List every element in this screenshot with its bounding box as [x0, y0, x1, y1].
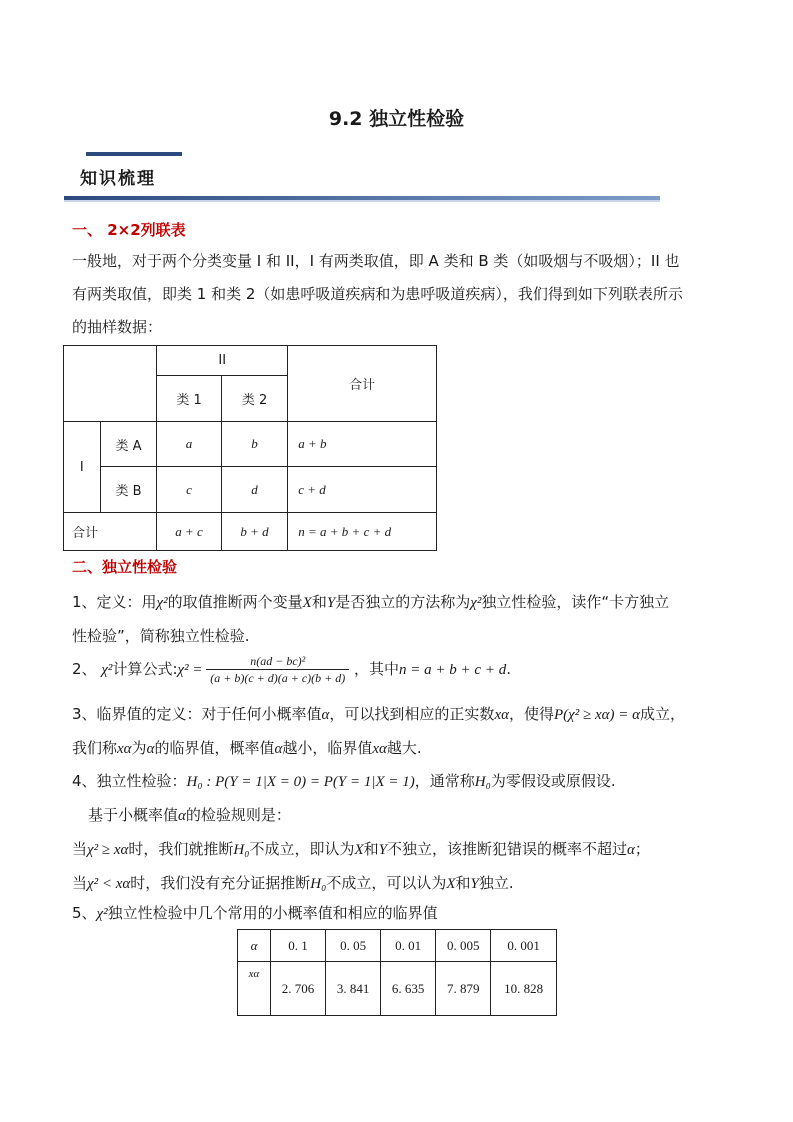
- cv-value: 7. 879: [436, 962, 491, 1016]
- header-bar-top: [86, 152, 182, 156]
- intro-line3: 的抽样数据：: [72, 318, 163, 336]
- ct-class2-header: 类 2: [221, 376, 287, 422]
- ct-total-c1: a + c: [157, 513, 222, 551]
- ct-rowA-c2: b: [221, 422, 287, 467]
- cv-alpha: 0. 1: [271, 930, 326, 962]
- cv-alpha: 0. 01: [381, 930, 436, 962]
- rule-reject: 当χ² ≥ xα时，我们就推断H₀不成立，即认为X和Y不独立，该推断犯错误的概率不超过α；: [72, 840, 650, 858]
- cv-x-label: xα: [238, 962, 271, 1016]
- ct-rowA-label: 类 A: [100, 422, 157, 467]
- rule-accept: 当χ² < xα时，我们没有充分证据推断H₀不成立，可以认为X和Y独立.: [72, 874, 514, 892]
- cv-alpha: 0. 005: [436, 930, 491, 962]
- ct-corner: [64, 346, 157, 422]
- ct-rowA-c1: a: [157, 422, 222, 467]
- cv-value: 6. 635: [381, 962, 436, 1016]
- formula-numerator: n(ad − bc)²: [206, 653, 349, 670]
- cv-value: 3. 841: [326, 962, 381, 1016]
- test-item: 4、独立性检验：H₀ : P(Y = 1|X = 0) = P(Y = 1|X = 1)，通常称H₀为零假设或原假设. 基于小概率值α的检验规则是： 当χ² ≥ xα时，我们就推断H₀不成立，即认为X和Y不独立，该推断犯错误的概率不超过α； 当χ² < xα时，我们没有充分证据推断H₀不成立，可以认为X和Y独立.: [72, 765, 732, 901]
- intro-line1: 一般地，对于两个分类变量 I 和 II，I 有两类取值，即 A 类和 B 类（如吸烟与不吸烟）；II 也: [72, 252, 680, 270]
- ct-rowA-total: a + b: [288, 422, 437, 467]
- knowledge-header: 知识梳理: [80, 169, 156, 189]
- page-title: 9.2 独立性检验: [328, 108, 465, 130]
- cv-value: 10. 828: [491, 962, 557, 1016]
- ct-rowB-label: 类 B: [100, 467, 157, 513]
- n-definition: n = a + b + c + d: [399, 662, 507, 678]
- ct-rowB-c1: c: [157, 467, 222, 513]
- definition-item: 1、定义：用χ²的取值推断两个变量X和Y是否独立的方法称为χ²独立性检验，读作“卡方独立 性检验”，简称独立性检验.: [72, 593, 670, 645]
- cv-alpha-label: α: [238, 930, 271, 962]
- critical-value-item: 3、临界值的定义：对于任何小概率值α，可以找到相应的正实数xα，使得P(χ² ≥ xα) = α成立， 我们称xα为α的临界值，概率值α越小，临界值xα越大.: [72, 705, 686, 757]
- critical-value-table: [237, 929, 557, 1016]
- contingency-table: [63, 345, 437, 551]
- formula-item: 2、 χ²计算公式:χ² = $\frac{\text{n(ad − bc)²}}{(a + b)(c + d)(a + c)(b + d)}$ ，其中n = a + b + c + d.: [72, 654, 511, 685]
- ct-var1-header: I: [64, 422, 101, 513]
- header-bar-shadow: [64, 200, 660, 202]
- table-caption: 5、χ²独立性检验中几个常用的小概率值和相应的临界值: [72, 904, 438, 922]
- ct-var2-header: II: [157, 346, 288, 376]
- cv-alpha: 0. 001: [491, 930, 557, 962]
- null-hypothesis: H₀ : P(Y = 1|X = 0) = P(Y = 1|X = 1): [186, 774, 415, 790]
- chi2-formula-fraction: [206, 653, 349, 686]
- ct-rowB-c2: d: [221, 467, 287, 513]
- section2-heading: 二、独立性检验: [72, 558, 178, 576]
- ct-class1-header: 类 1: [157, 376, 222, 422]
- ct-total-row-label: 合计: [64, 513, 157, 551]
- cv-alpha: 0. 05: [326, 930, 381, 962]
- section1-heading: 一、 2×2列联表: [72, 221, 186, 239]
- intro-line2: 有两类取值，即类 1 和类 2（如患呼吸道疾病和为患呼吸道疾病），我们得到如下列联表所示: [72, 285, 683, 303]
- ct-rowB-total: c + d: [288, 467, 437, 513]
- ct-total-c2: b + d: [221, 513, 287, 551]
- ct-total-header: 合计: [288, 346, 437, 422]
- intro-paragraph: [72, 245, 732, 344]
- cv-value: 2. 706: [271, 962, 326, 1016]
- formula-denominator: (a + b)(c + d)(a + c)(b + d): [210, 671, 346, 685]
- ct-grand-total: n = a + b + c + d: [288, 513, 437, 551]
